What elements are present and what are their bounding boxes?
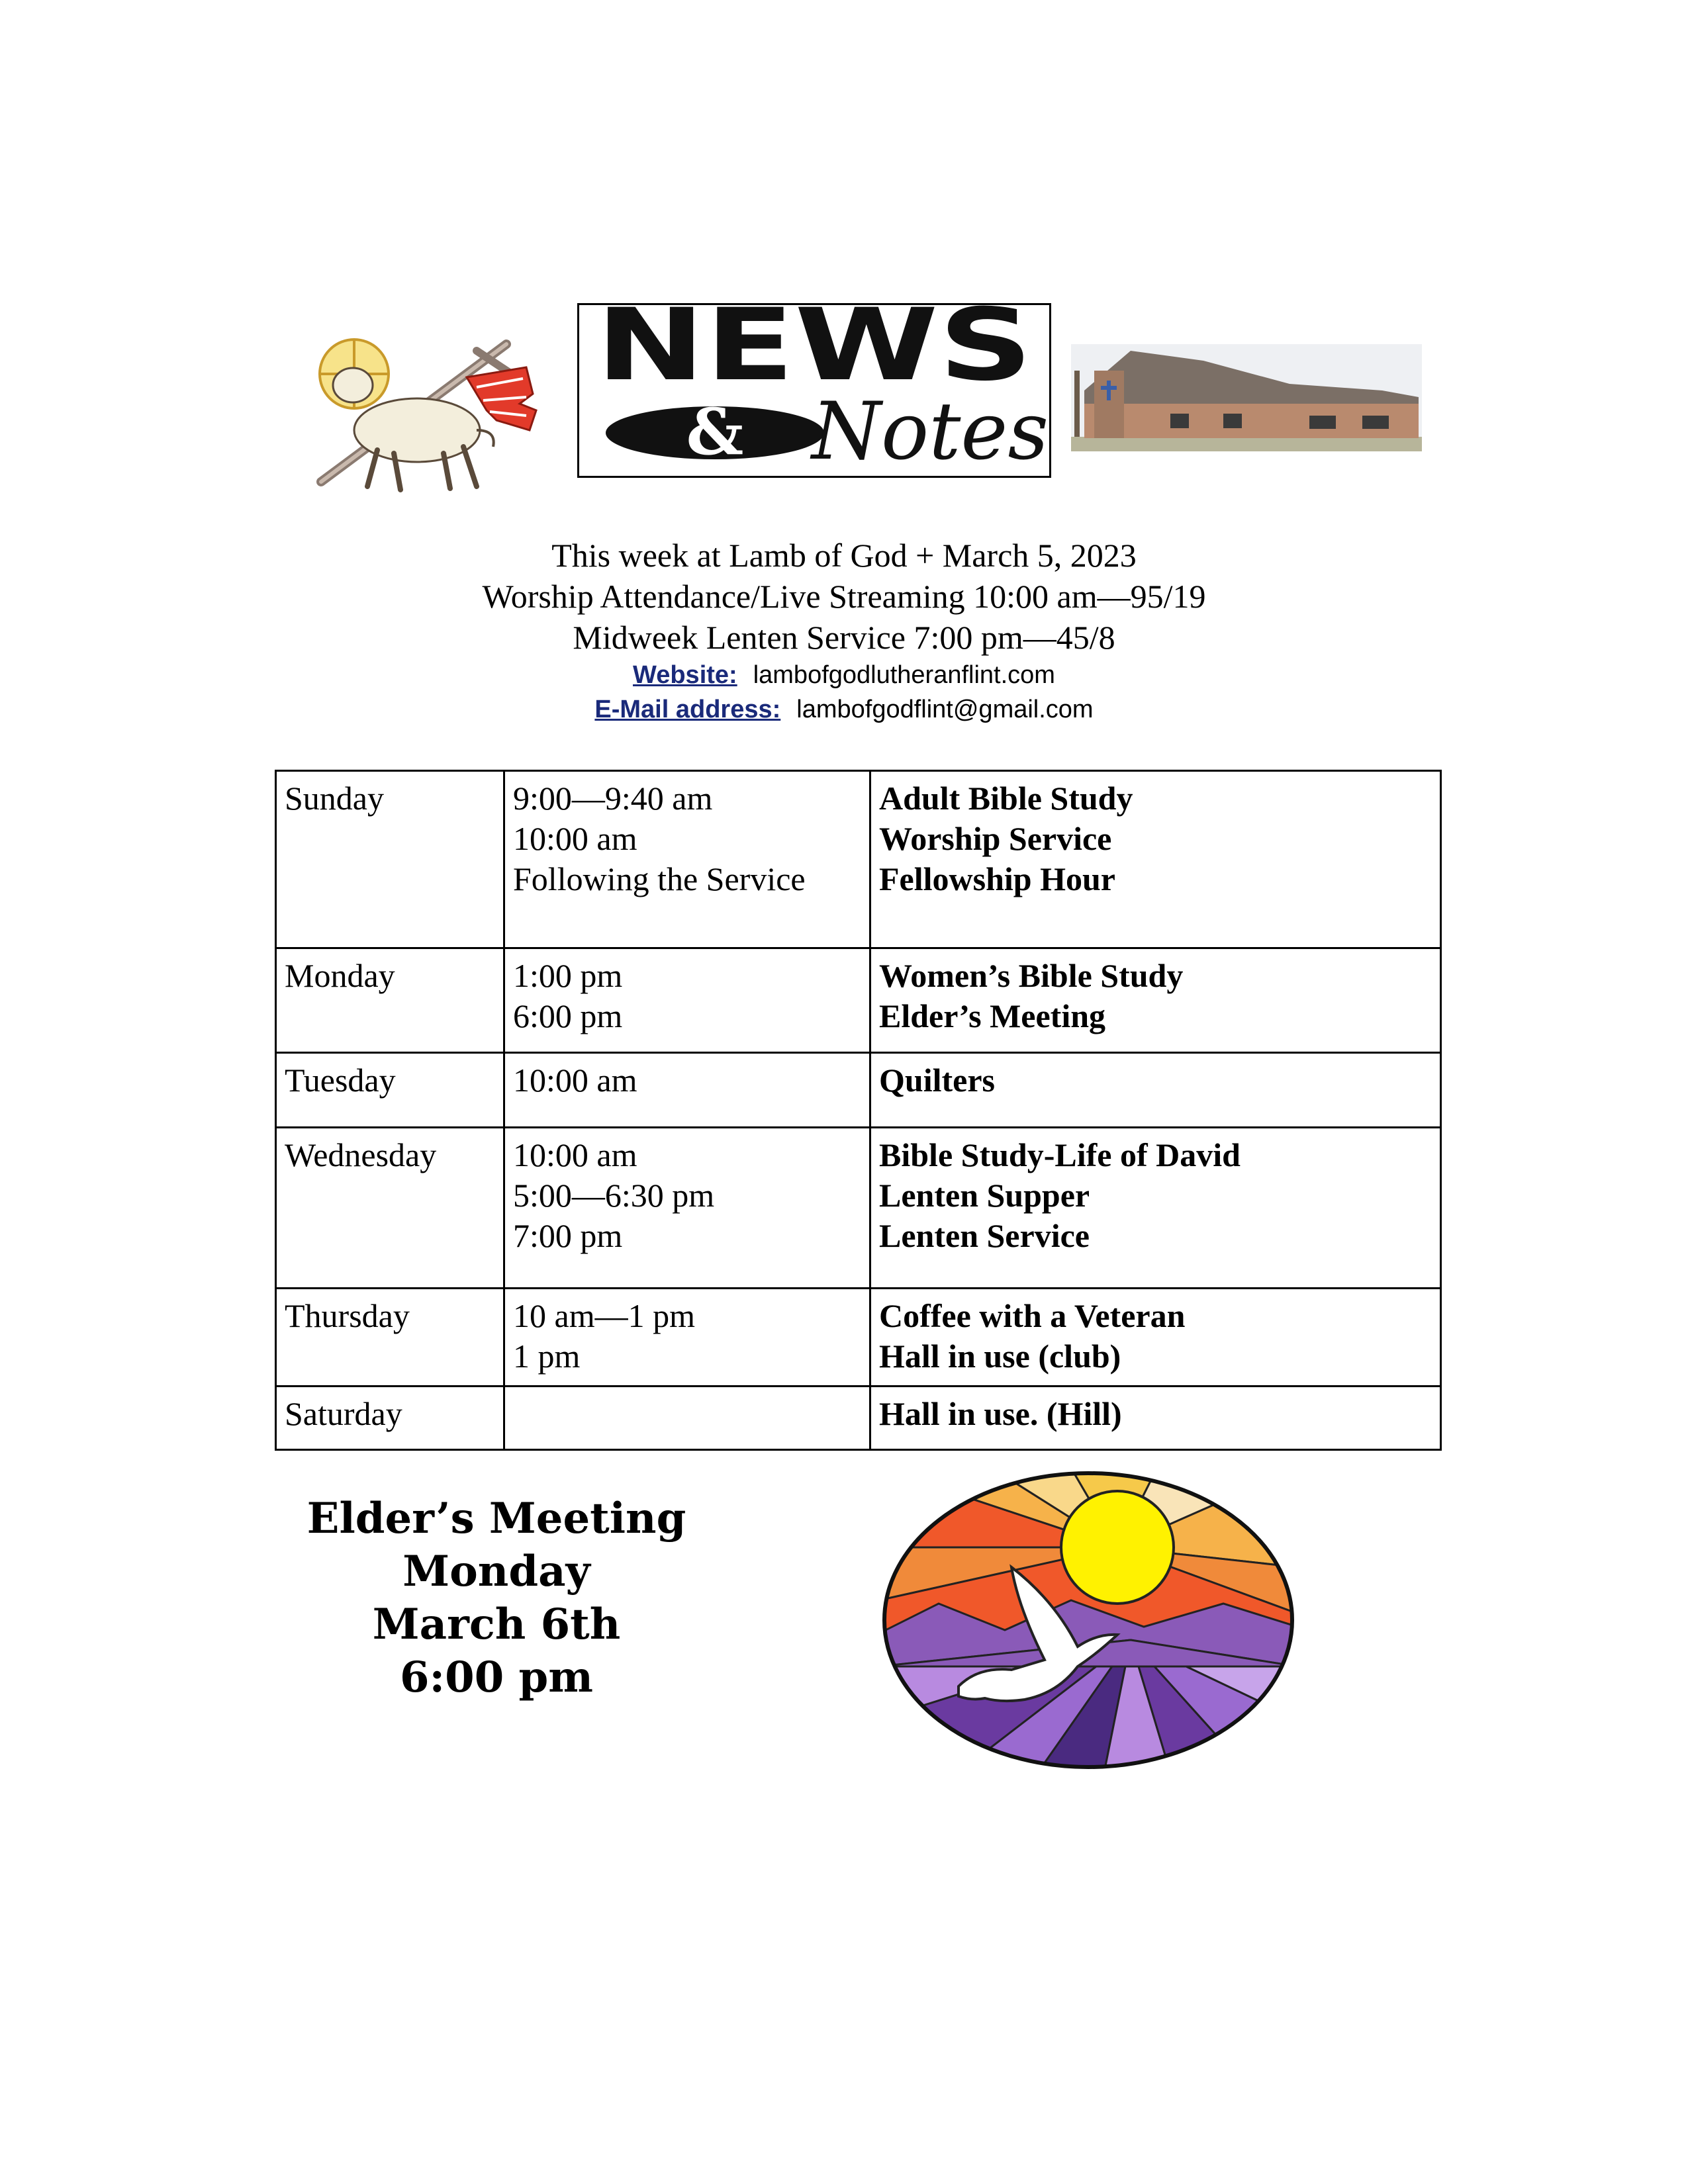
event-cell: Hall in use. (Hill) bbox=[870, 1387, 1441, 1450]
elders-meeting-notice bbox=[278, 1492, 715, 1704]
event-cell: Women’s Bible Study Elder’s Meeting bbox=[870, 948, 1441, 1053]
table-row bbox=[276, 1128, 1441, 1289]
day-cell: Thursday bbox=[276, 1289, 504, 1387]
time-cell: 10 am—1 pm 1 pm bbox=[504, 1289, 870, 1387]
masthead-logo bbox=[577, 303, 1051, 478]
time-cell: 1:00 pm 6:00 pm bbox=[504, 948, 870, 1053]
time-cell bbox=[504, 1387, 870, 1450]
email-line bbox=[0, 692, 1688, 727]
church-building-photo bbox=[1071, 344, 1422, 451]
notice-title: Elder’s Meeting bbox=[306, 1494, 686, 1543]
day-cell: Tuesday bbox=[276, 1053, 504, 1128]
time-cell: 10:00 am 5:00—6:30 pm 7:00 pm bbox=[504, 1128, 870, 1289]
event-cell: Adult Bible Study Worship Service Fellowship Hour bbox=[870, 771, 1441, 948]
masthead-news-text: NEWS bbox=[596, 305, 1033, 403]
day-cell: Monday bbox=[276, 948, 504, 1053]
day-cell: Saturday bbox=[276, 1387, 504, 1450]
email-link[interactable]: lambofgodflint@gmail.com bbox=[796, 696, 1094, 723]
website-line bbox=[0, 658, 1688, 692]
time-cell: 9:00—9:40 am 10:00 am Following the Service bbox=[504, 771, 870, 948]
notice-time: 6:00 pm bbox=[400, 1653, 593, 1702]
masthead-ampersand: & bbox=[686, 394, 744, 469]
event-cell: Bible Study-Life of David Lenten Supper Lenten Service bbox=[870, 1128, 1441, 1289]
event-cell: Coffee with a Veteran Hall in use (club) bbox=[870, 1289, 1441, 1387]
news-and-notes-wordmark bbox=[579, 305, 1049, 476]
table-row bbox=[276, 948, 1441, 1053]
day-cell: Sunday bbox=[276, 771, 504, 948]
masthead-notes-text: Notes bbox=[811, 386, 1049, 476]
event-cell: Quilters bbox=[870, 1053, 1441, 1128]
midweek-service-line: Midweek Lenten Service 7:00 pm—45/8 bbox=[573, 619, 1115, 656]
website-link[interactable]: lambofgodlutheranflint.com bbox=[753, 661, 1055, 689]
week-date-line: This week at Lamb of God + March 5, 2023 bbox=[551, 537, 1137, 574]
weekly-info bbox=[0, 535, 1688, 727]
day-cell: Wednesday bbox=[276, 1128, 504, 1289]
time-cell: 10:00 am bbox=[504, 1053, 870, 1128]
table-row bbox=[276, 1387, 1441, 1450]
table-row bbox=[276, 1289, 1441, 1387]
notice-day: Monday bbox=[402, 1547, 590, 1596]
notice-date: March 6th bbox=[372, 1600, 621, 1649]
worship-attendance-line: Worship Attendance/Live Streaming 10:00 am—95/19 bbox=[482, 578, 1206, 615]
weekly-schedule-table bbox=[275, 770, 1442, 1451]
dove-sunrise-stained-glass-icon bbox=[879, 1468, 1297, 1772]
email-label: E-Mail address: bbox=[594, 696, 781, 723]
table-row bbox=[276, 1053, 1441, 1128]
lamb-of-god-icon bbox=[301, 331, 553, 493]
website-label: Website: bbox=[633, 661, 737, 689]
table-row bbox=[276, 771, 1441, 948]
